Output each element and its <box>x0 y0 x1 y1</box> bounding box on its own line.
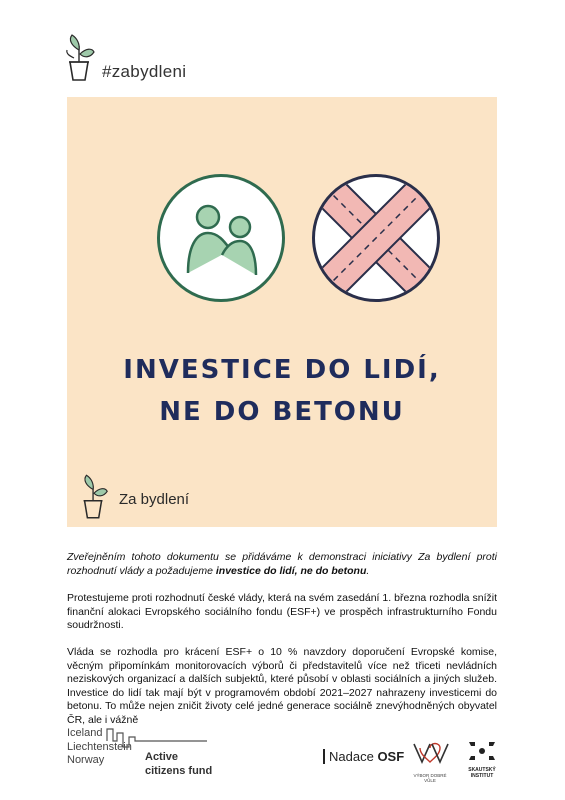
country-norway: Norway <box>67 754 105 766</box>
country-liechtenstein: Liechtenstein <box>67 740 132 753</box>
intro-end: . <box>366 564 370 577</box>
campaign-poster <box>67 97 497 527</box>
hashtag-text: #zabydleni <box>102 62 187 81</box>
active-line2: citizens fund <box>145 764 213 777</box>
intro-paragraph <box>67 551 497 578</box>
skaut-line1: SKAUTSKÝ <box>468 767 496 773</box>
skaut-line2: INSTITUT <box>470 773 494 779</box>
active-citizens-fund-logo <box>67 727 217 777</box>
plant-pot-icon <box>77 472 111 522</box>
crossed-bandage-icon <box>312 174 440 302</box>
vdv-heart-icon <box>410 740 450 768</box>
nadace-osf-logo <box>323 749 404 764</box>
intro-bold-text: investice do lidí, ne do betonu <box>215 564 367 577</box>
skaut-text <box>465 767 499 779</box>
people-circle-icon <box>157 174 285 302</box>
intro-text: Zveřejněním tohoto dokumentu se přidáváme k demonstraci iniciativy Za bydlení proti rozhodnutí vlády a požadujeme <box>67 551 497 577</box>
paragraph-1: Protestujeme proti rozhodnutí české vlády, která na svém zasedání 1. března rozhodla snížit finanční alokaci Evropského sociálního fondu (ESF+) ve prospěch infrastrukturního Fondu soudržnosti. <box>67 592 497 632</box>
paragraph-2: Vláda se rozhodla pro krácení ESF+ o 10 % navzdory doporučení Evropské komise, věcným připomínkám monitorovacích výborů či představitelů více než třiceti nevládních neziskových organizací a dalších subjektů, které působí v oblasti sociálních a jiných služeb. Investice do lidí tak mají být v programovém období 2021–2027 nahrazeny investicemi do betonu. To může nejen zničit životy celé jedné generace sociálně znevýhodněných obyvatel ČR, ale i vážně <box>67 646 497 726</box>
za-bydleni-logo <box>77 472 207 522</box>
active-line1: Active <box>145 751 179 763</box>
country-iceland: Iceland <box>67 727 103 739</box>
za-bydleni-text: Za bydlení <box>119 491 190 508</box>
vybor-dobre-vule-logo <box>410 740 450 783</box>
poster-headline-line1: INVESTICE DO LIDÍ, <box>123 355 441 385</box>
skaut-emblem-icon <box>465 740 499 762</box>
vdv-label: VÝBOR DOBRÉ VŮLE <box>413 773 447 783</box>
skautsky-institut-logo <box>465 740 499 778</box>
nadace-osf: OSF <box>377 749 405 764</box>
plant-pot-icon <box>62 32 98 84</box>
poster-headline-line2: NE DO BETONU <box>159 397 405 427</box>
nadace-prefix: Nadace <box>323 749 374 764</box>
active-citizens-text <box>145 751 212 778</box>
zabydleni-hashtag-logo <box>62 32 202 88</box>
